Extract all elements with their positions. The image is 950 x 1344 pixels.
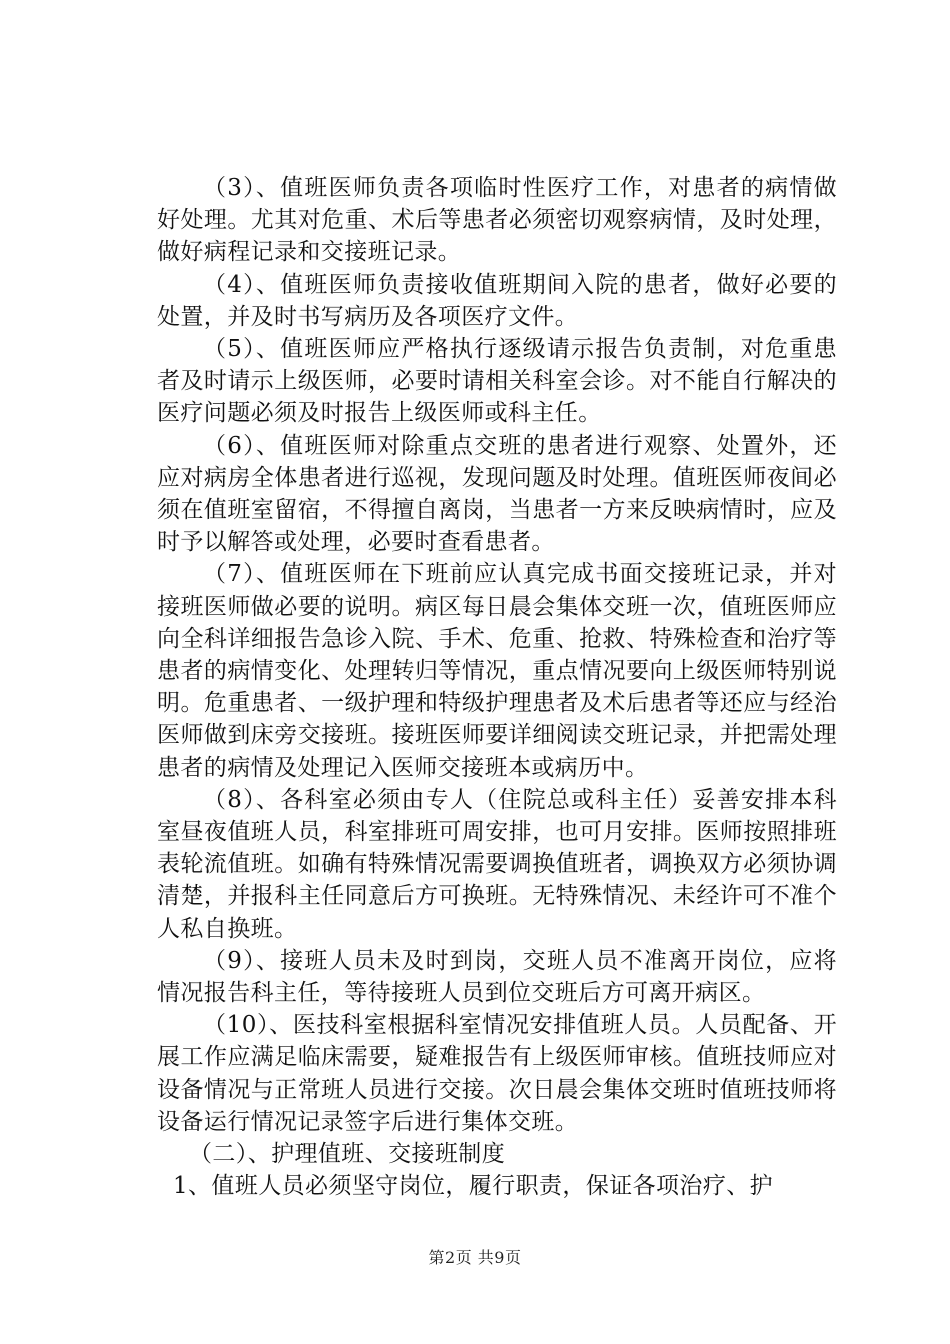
paragraph-10: （10）、医技科室根据科室情况安排值班人员。人员配备、开展工作应满足临床需要，疑难报告有上级医师审核。值班技师应对设备情况与正常班人员进行交接。次日晨会集体交班时值班技师将设备运行情况记录签字后进行集体交班。 [157,1012,837,1135]
paragraph-item-1: 1、值班人员必须坚守岗位，履行职责，保证各项治疗、护 [173,1173,774,1200]
paragraph-7: （7）、值班医师在下班前应认真完成书面交接班记录，并对接班医师做必要的说明。病区每日晨会集体交班一次，值班医师应向全科详细报告急诊入院、手术、危重、抢救、特殊检查和治疗等患者的病情变化、处理转归等情况，重点情况要向上级医师特别说明。危重患者、一级护理和特级护理患者及术后患者等还应与经治医师做到床旁交接班。接班医师要详细阅读交班记录，并把需处理患者的病情及处理记入医师交接班本或病历中。 [157,561,837,781]
page-number-footer: 第2页 共9页 [428,1248,522,1267]
document-body [157,172,837,1203]
paragraph-9: （9）、接班人员未及时到岗，交班人员不准离开岗位，应将情况报告科主任，等待接班人员到位交班后方可离开病区。 [157,947,837,1007]
paragraph-8: （8）、各科室必须由专人（住院总或科主任）妥善安排本科室昼夜值班人员，科室排班可周安排，也可月安排。医师按照排班表轮流值班。如确有特殊情况需要调换值班者，调换双方必须协调清楚，并报科主任同意后方可换班。无特殊情况、未经许可不准个人私自换班。 [157,786,837,942]
paragraph-4: （4）、值班医师负责接收值班期间入院的患者，做好必要的处置，并及时书写病历及各项医疗文件。 [157,271,837,330]
paragraph-5: （5）、值班医师应严格执行逐级请示报告负责制，对危重患者及时请示上级医师，必要时请相关科室会诊。对不能自行解决的医疗问题必须及时报告上级医师或科主任。 [157,336,837,427]
paragraph-6: （6）、值班医师对除重点交班的患者进行观察、处置外，还应对病房全体患者进行巡视，发现问题及时处理。值班医师夜间必须在值班室留宿，不得擅自离岗，当患者一方来反映病情时，应及时予以解答或处理，必要时查看患者。 [157,432,837,556]
section-heading-nursing: （二）、护理值班、交接班制度 [189,1141,506,1168]
paragraph-3: （3）、值班医师负责各项临时性医疗工作，对患者的病情做好处理。尤其对危重、术后等患者必须密切观察病情，及时处理，做好病程记录和交接班记录。 [157,175,837,266]
